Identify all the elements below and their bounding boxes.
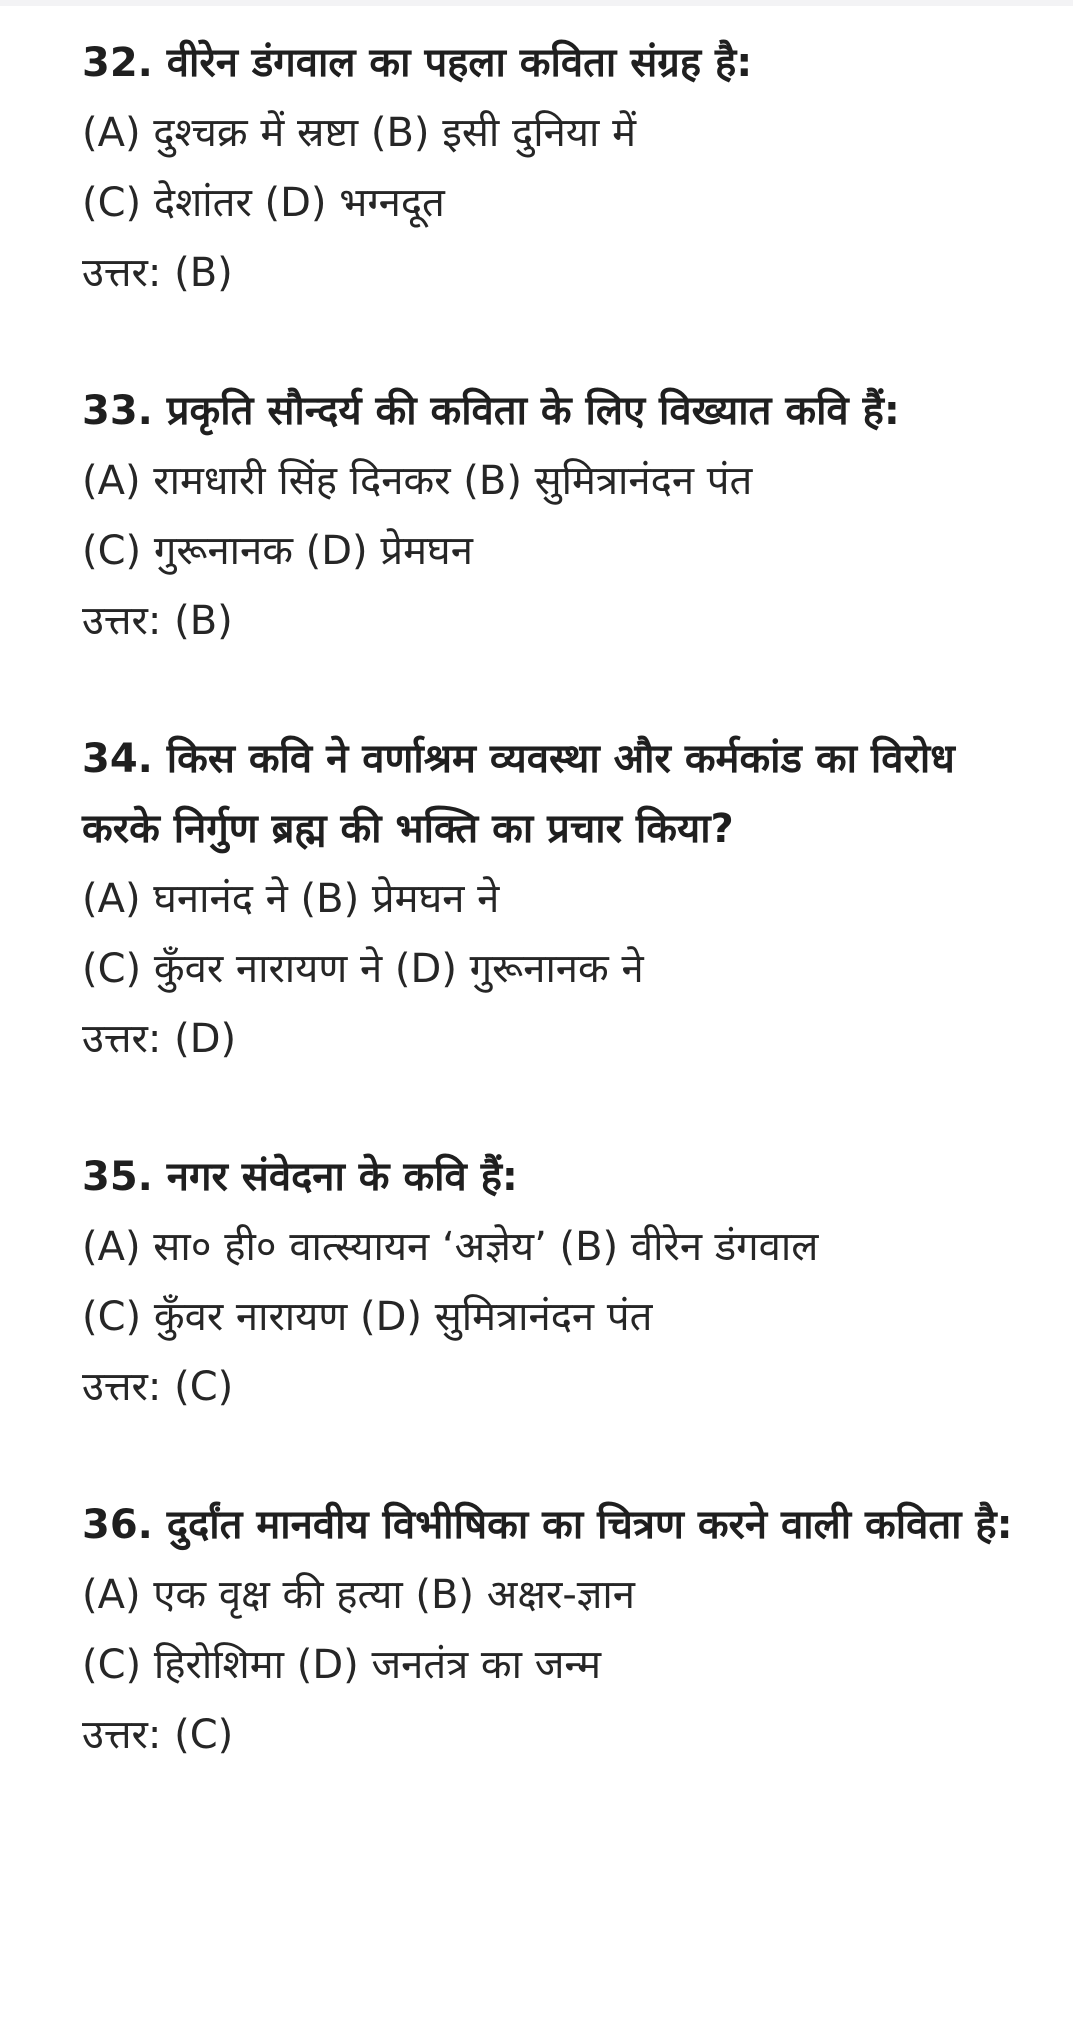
options-line-2: (C) देशांतर (D) भग्नदूत [82, 180, 445, 226]
top-edge-bar [0, 0, 1073, 6]
question-list [82, 28, 1022, 1838]
question-text: 32. वीरेन डंगवाल का पहला कविता संग्रह है: [82, 40, 753, 86]
answer-text: उत्तर: (B) [82, 598, 233, 644]
question-text: 36. दुर्दांत मानवीय विभीषिका का चित्रण करने वाली कविता है: [82, 1502, 1013, 1548]
question-block-32 [82, 28, 1022, 308]
answer-text: उत्तर: (C) [82, 1364, 234, 1410]
answer-text: उत्तर: (C) [82, 1712, 234, 1758]
question-block-34 [82, 724, 1022, 1074]
question-block-36 [82, 1490, 1022, 1770]
options-line-1: (A) रामधारी सिंह दिनकर (B) सुमित्रानंदन पंत [82, 458, 753, 504]
answer-text: उत्तर: (D) [82, 1016, 237, 1062]
options-line-1: (A) एक वृक्ष की हत्या (B) अक्षर-ज्ञान [82, 1572, 635, 1618]
options-line-2: (C) गुरूनानक (D) प्रेमघन [82, 528, 473, 574]
question-block-33 [82, 376, 1022, 656]
question-block-35 [82, 1142, 1022, 1422]
question-text: 35. नगर संवेदना के कवि हैं: [82, 1154, 518, 1200]
answer-text: उत्तर: (B) [82, 250, 233, 296]
options-line-2: (C) हिरोशिमा (D) जनतंत्र का जन्म [82, 1642, 602, 1688]
question-text: 33. प्रकृति सौन्दर्य की कविता के लिए विख्यात कवि हैं: [82, 388, 900, 434]
question-text: 34. किस कवि ने वर्णाश्रम व्यवस्था और कर्मकांड का विरोध करके निर्गुण ब्रह्म की भक्ति का प्रचार किया? [82, 736, 955, 852]
options-line-1: (A) सा० ही० वात्स्यायन ‘अज्ञेय’ (B) वीरेन डंगवाल [82, 1224, 819, 1270]
options-line-2: (C) कुँवर नारायण ने (D) गुरूनानक ने [82, 946, 644, 992]
options-line-1: (A) दुश्चक्र में स्रष्टा (B) इसी दुनिया में [82, 110, 636, 156]
options-line-2: (C) कुँवर नारायण (D) सुमित्रानंदन पंत [82, 1294, 653, 1340]
options-line-1: (A) घनानंद ने (B) प्रेमघन ने [82, 876, 500, 922]
